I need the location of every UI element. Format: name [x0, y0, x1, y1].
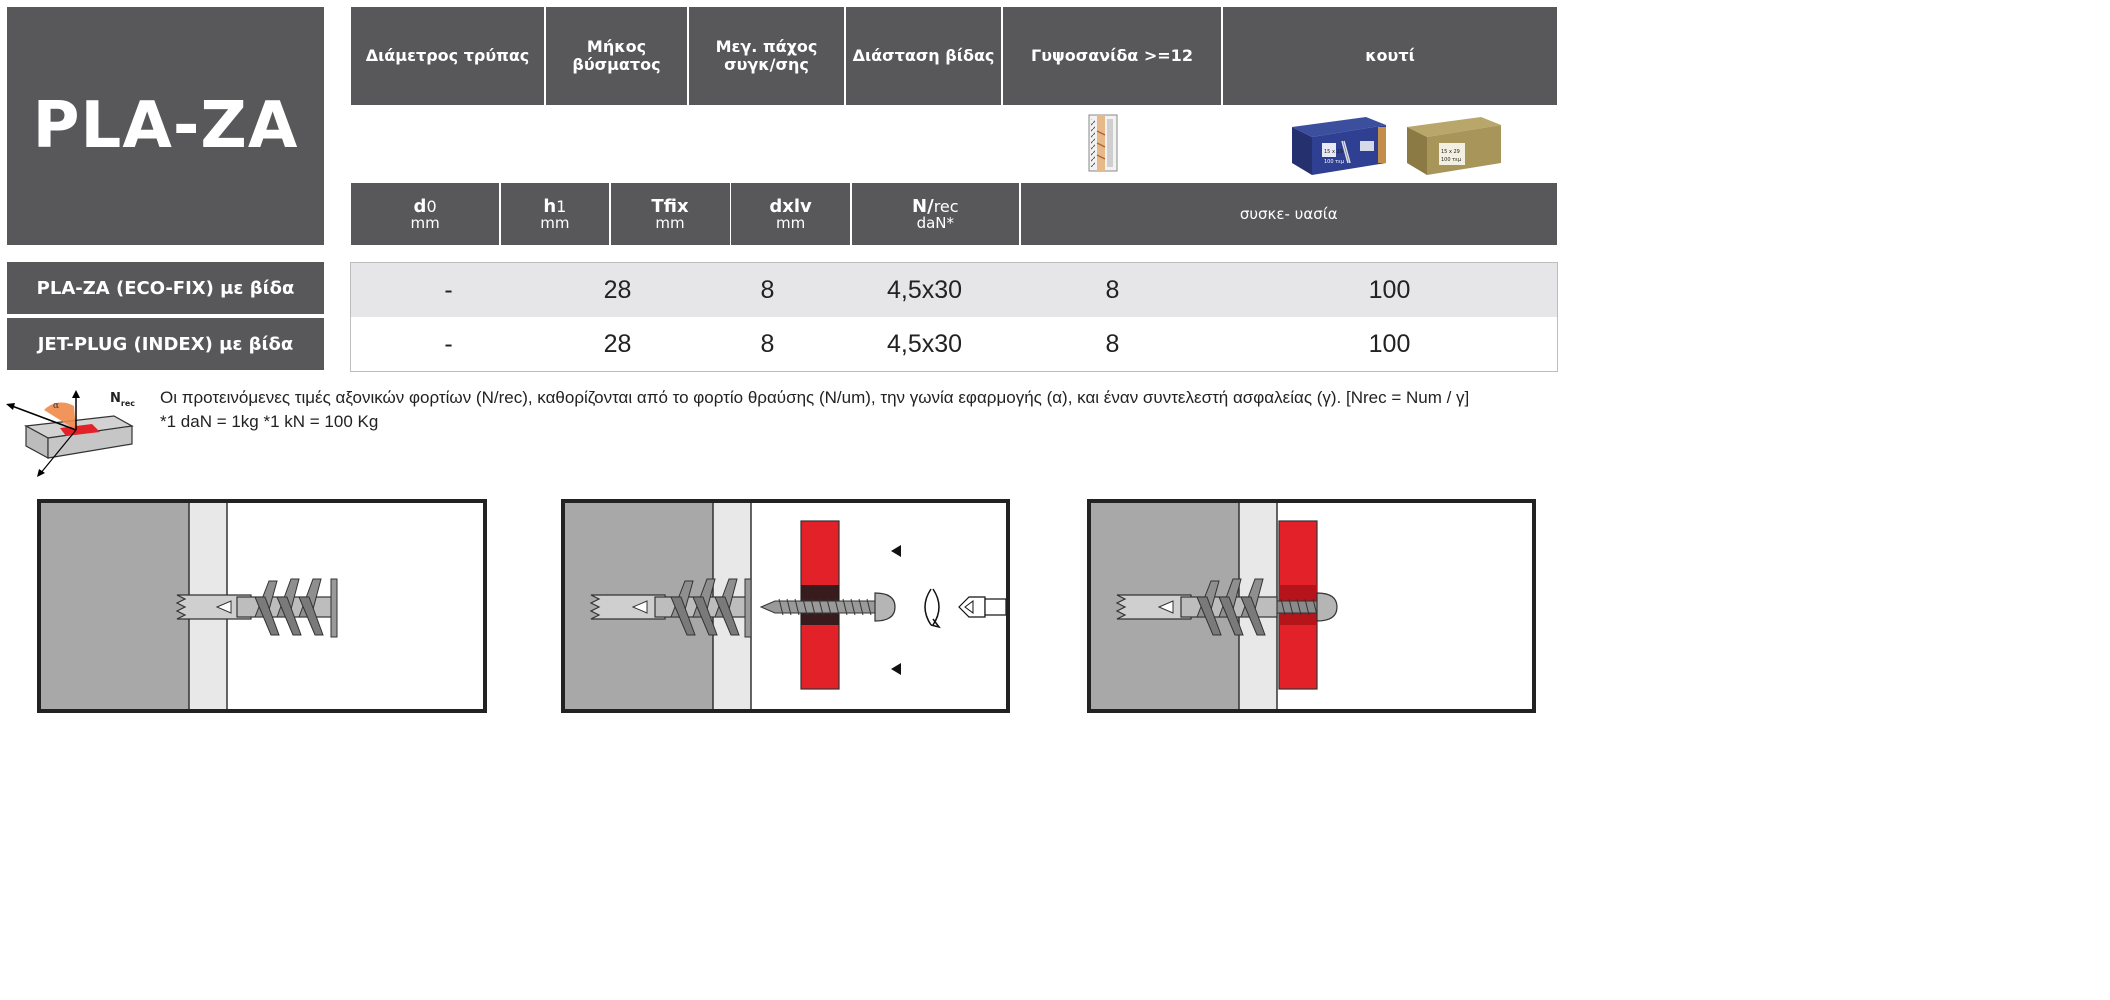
unit-subscript: 1	[556, 196, 567, 216]
table-cell: 8	[760, 275, 775, 304]
unit-label: mm	[655, 213, 685, 232]
unit-label: mm	[540, 213, 570, 232]
unit-symbol: d	[413, 195, 427, 217]
unit-symbol: h	[543, 195, 557, 217]
plasterboard-icon	[1087, 111, 1123, 175]
header-plasterboard: Γυψοσανίδα >=12	[1003, 7, 1221, 105]
notes-text-block	[160, 386, 1560, 434]
header-hole-diameter: Διάμετρος τρύπας	[351, 7, 544, 105]
step-1-plug-in-wall-illustration	[41, 503, 483, 709]
unit-cell-package	[1021, 183, 1557, 245]
unit-label: daN*	[916, 213, 955, 232]
step-3-fixed-illustration	[1091, 503, 1532, 709]
unit-cell-d0	[351, 183, 499, 245]
installation-step-3-panel	[1087, 499, 1536, 713]
blue-box-icon	[1286, 113, 1390, 177]
tan-box-icon	[1401, 113, 1505, 177]
note-line-2: *1 daN = 1kg *1 kN = 100 Kg	[160, 412, 379, 431]
nrec-subscript: rec	[120, 399, 136, 408]
product-title: PLA-ZA	[32, 89, 299, 163]
table-image-row	[351, 105, 1557, 183]
blue-box-size-text: 15 x 29	[1324, 149, 1343, 155]
table-cell: -	[444, 275, 453, 304]
header-plug-length: Μήκος βύσματος	[546, 7, 687, 105]
table-row	[351, 317, 1557, 371]
table-cell: -	[444, 329, 453, 358]
unit-label: mm	[775, 213, 806, 232]
unit-cell-tfix	[611, 183, 730, 245]
unit-cell-h1	[501, 183, 609, 245]
table-units-row	[351, 183, 1557, 245]
product-title-block	[7, 7, 324, 245]
header-box: κουτί	[1223, 7, 1557, 105]
table-cell: 100	[1368, 329, 1411, 358]
unit-label: mm	[410, 213, 440, 232]
table-cell: 8	[760, 329, 775, 358]
header-screw-dimension: Διάσταση βίδας	[846, 7, 1001, 105]
installation-step-2-panel	[561, 499, 1010, 713]
svg-text:Nrec	[110, 391, 135, 408]
nrec-label: N	[110, 391, 121, 406]
unit-symbol: Tfix	[651, 195, 689, 217]
unit-subscript: 0	[426, 196, 437, 216]
unit-subscript: rec	[933, 196, 959, 216]
unit-label: συσκε- υασία	[1239, 204, 1338, 223]
table-cell: 28	[603, 329, 632, 358]
alpha-label: α	[53, 401, 60, 411]
unit-cell-dxlv	[731, 183, 850, 245]
table-cell: 8	[1105, 275, 1120, 304]
table-cell: 28	[603, 275, 632, 304]
header-max-fixture-thickness: Μεγ. πάχος συγκ/σης	[689, 7, 844, 105]
table-cell: 4,5x30	[886, 329, 963, 358]
unit-symbol: N/	[912, 195, 934, 217]
row-label-jet-plug: JET-PLUG (INDEX) με βίδα	[7, 318, 324, 370]
table-cell: 8	[1105, 329, 1120, 358]
table-row	[351, 263, 1557, 317]
installation-step-1-panel	[37, 499, 487, 713]
unit-symbol: dxlv	[769, 195, 812, 217]
tan-box-size-text: 15 x 29	[1441, 149, 1460, 155]
tan-box-count-text: 100 τεμ	[1441, 157, 1462, 163]
step-2-screw-fixture-illustration	[565, 503, 1006, 709]
unit-cell-nrec	[852, 183, 1019, 245]
note-line-1: Οι προτεινόμενες τιμές αξονικών φορτίων (N/rec), καθορίζονται από το φορτίο θραύσης (N/um), την γωνία εφαρμογής (α), και έναν συντελεστή ασφαλείας (γ). [Nrec = Num / γ]	[160, 388, 1470, 407]
blue-box-count-text: 100 τεμ	[1324, 159, 1345, 165]
axial-load-diagram-icon	[4, 386, 154, 478]
table-header-row	[351, 7, 1557, 105]
table-cell: 100	[1368, 275, 1411, 304]
row-label-pla-za: PLA-ZA (ECO-FIX) με βίδα	[7, 262, 324, 314]
table-cell: 4,5x30	[886, 275, 963, 304]
